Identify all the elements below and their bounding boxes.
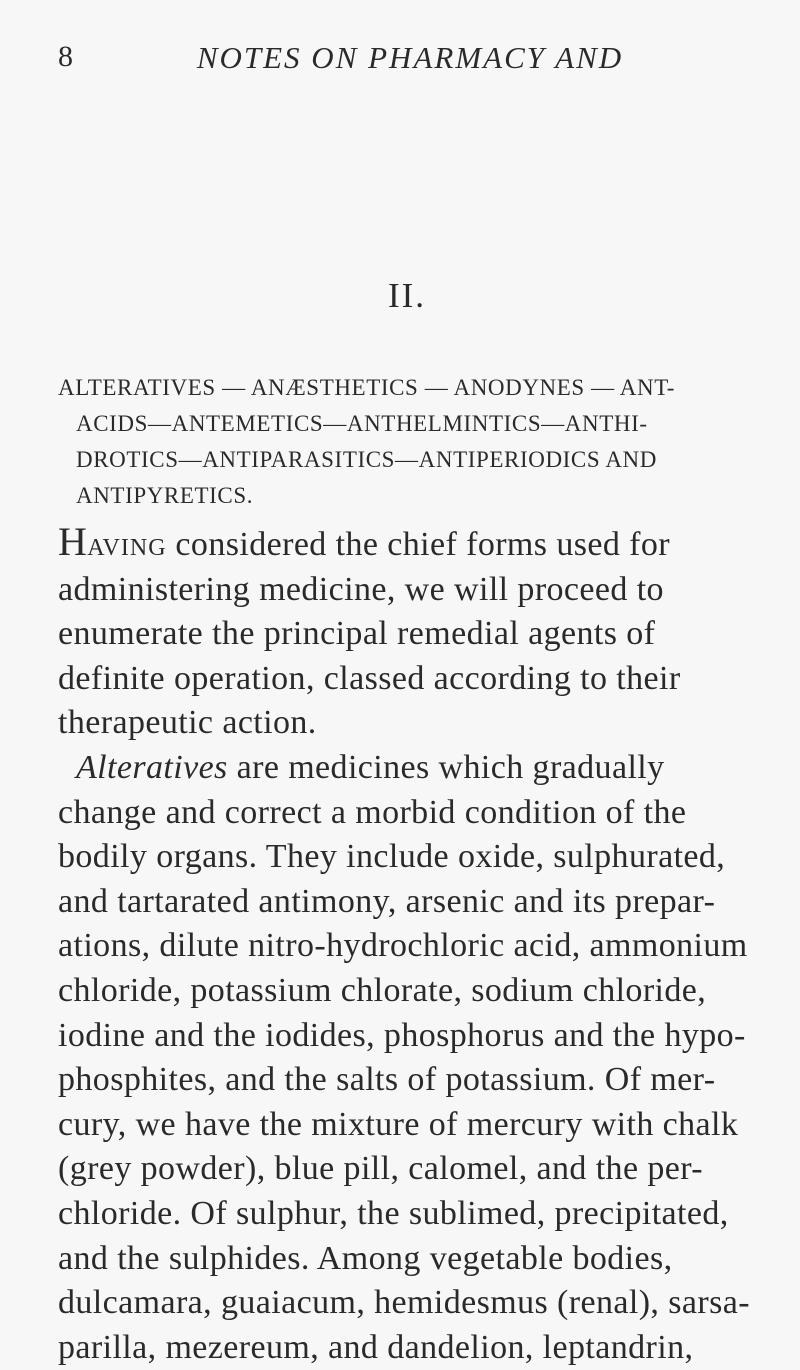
text-line: phosphites, and the salts of potassium. Of mer-: [58, 1061, 716, 1099]
chapter-heading-line: DROTICS—ANTIPARASITICS—ANTIPERIODICS AND: [76, 447, 657, 472]
text-line: administering medicine, we will proceed to: [58, 570, 664, 608]
dropcap: H: [58, 519, 88, 564]
text-line: and the sulphides. Among vegetable bodies,: [58, 1239, 673, 1277]
italic-term: Alteratives: [76, 748, 228, 786]
text-line: iodine and the iodides, phosphorus and the hypo-: [58, 1016, 746, 1054]
text-run: considered the chief forms used for: [166, 526, 670, 563]
running-title: NOTES ON PHARMACY AND: [196, 40, 624, 75]
text-line: parilla, mezereum, and dandelion, leptandrin,: [58, 1328, 694, 1366]
text-line: therapeutic action.: [58, 704, 317, 742]
text-line: dulcamara, guaiacum, hemidesmus (renal), sarsa-: [58, 1284, 750, 1322]
text-line: enumerate the principal remedial agents of: [58, 615, 656, 653]
text-line: chloride, potassium chlorate, sodium chloride,: [58, 971, 707, 1009]
body-text: [58, 520, 758, 1370]
text-line: bodily organs. They include oxide, sulphurated,: [58, 838, 726, 876]
text-line: chloride. Of sulphur, the sublimed, precipitated,: [58, 1194, 729, 1232]
chapter-heading-line: ACIDS—ANTEMETICS—ANTHELMINTICS—ANTHI-: [76, 411, 648, 436]
chapter-number: II.: [387, 276, 427, 315]
text-line: (grey powder), blue pill, calomel, and the per-: [58, 1150, 703, 1188]
text-line: and tartarated antimony, arsenic and its prepar-: [58, 882, 716, 920]
text-run: are medicines which gradually: [227, 748, 665, 786]
text-line: ations, dilute nitro-hydrochloric acid, ammonium: [58, 927, 748, 965]
text-line: change and correct a morbid condition of the: [58, 793, 687, 831]
smallcaps-word: aving: [87, 526, 167, 563]
paragraph-1-first-line: [58, 520, 758, 568]
chapter-heading: [58, 370, 748, 514]
chapter-heading-line: ANTIPYRETICS.: [76, 483, 254, 508]
chapter-heading-line: ALTERATIVES — ANÆSTHETICS — ANODYNES — ANT-: [58, 375, 676, 400]
paragraph-2-first-line: [58, 746, 758, 791]
page-number: 8: [58, 40, 74, 73]
text-line: definite operation, classed according to their: [58, 659, 681, 697]
text-line: cury, we have the mixture of mercury with chalk: [58, 1105, 739, 1143]
